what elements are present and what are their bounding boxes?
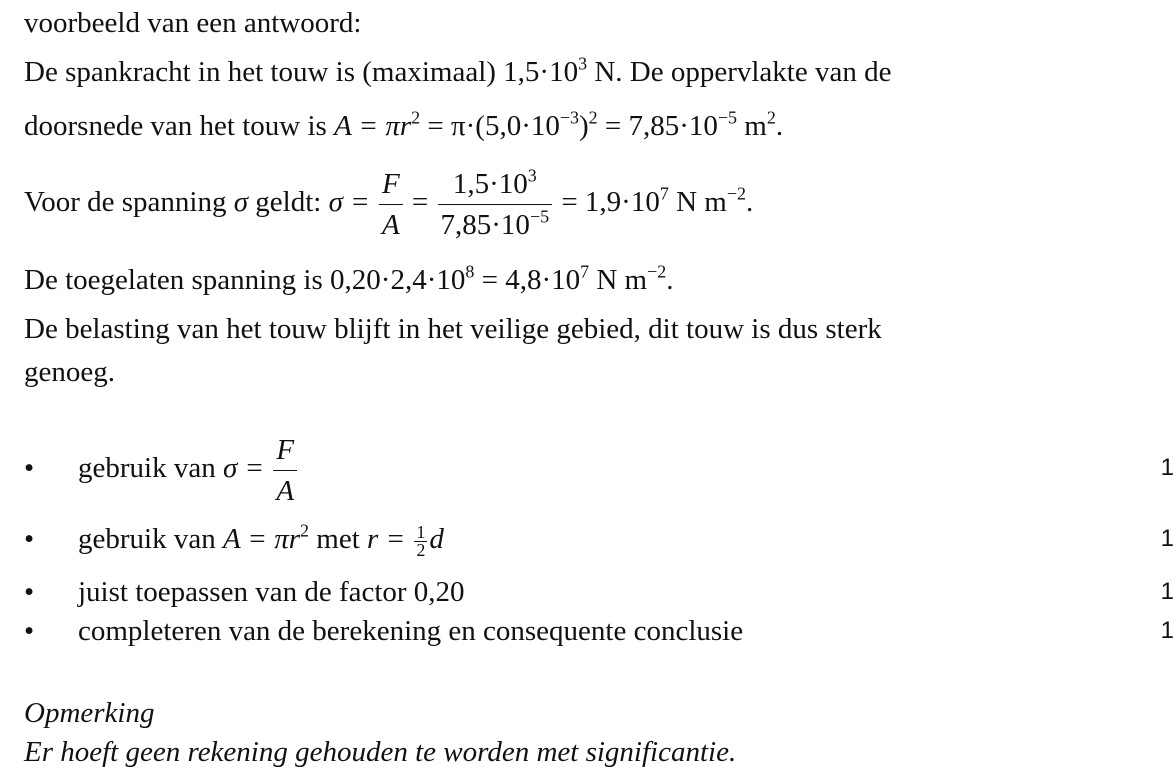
criterion-text: gebruik van $A = \pi r^2$ met r = $\frac{1}{2}$ d <box>78 520 444 560</box>
bullet-icon: • <box>24 576 35 608</box>
conclusion-line-2: genoeg. <box>24 356 115 388</box>
score-value: 1 <box>1160 617 1174 644</box>
criterion-text: completeren van de berekening en consequente conclusie <box>78 615 744 647</box>
bullet-icon: • <box>24 452 35 484</box>
tension-value: $1,5\cdot 10^3$ <box>503 53 588 88</box>
criterion-text: juist toepassen van de factor 0,20 <box>78 576 465 608</box>
allowed-formula: $0,20\cdot 2,4\cdot 10^8 = 4,8\cdot 10^7$ N $m^{-2}$. <box>330 261 674 296</box>
tension-line <box>24 55 891 89</box>
tension-text: De spankracht in het touw is (maximaal) <box>24 56 504 88</box>
conclusion-line-1: De belasting van het touw blijft in het veilige gebied, dit touw is dus sterk <box>24 313 882 345</box>
sigma-symbol: σ <box>233 186 249 218</box>
score-value: 1 <box>1160 454 1174 481</box>
half-fraction: $\frac{1}{2}$ <box>416 521 426 560</box>
score-value: 1 <box>1160 578 1174 605</box>
intro-line <box>24 6 361 40</box>
area-formula: $A = \pi r^2 = \pi\cdot(5,0\cdot 10^{-3})^2 = 7,85\cdot 10^{-5}$ $m^2$. <box>334 107 784 142</box>
area-line <box>24 109 783 143</box>
bullet-icon: • <box>24 615 35 647</box>
bullet-icon: • <box>24 523 35 555</box>
stress-line <box>24 162 753 245</box>
stress-text-b: geldt: <box>248 186 329 218</box>
fraction-values: $\frac{1,5\cdot 10^3}{7,85\cdot 10^{-5}}$ <box>438 164 553 245</box>
remark-text: Er hoeft geen rekening gehouden te worden met significantie. <box>24 736 737 768</box>
allowed-text: De toegelaten spanning is <box>24 264 331 296</box>
score-value: 1 <box>1160 525 1174 552</box>
allowed-stress-line <box>24 263 673 297</box>
stress-text: Voor de spanning <box>24 186 234 218</box>
area-text: doorsnede van het touw is <box>24 110 335 142</box>
remark-title: Opmerking <box>24 697 155 729</box>
criterion-text: gebruik van σ = $\frac{F}{A}$ <box>78 428 299 511</box>
stress-formula: σ = $\frac{F}{A}$ = $\frac{1,5\cdot 10^3}{7,85\cdot 10^{-5}}$ = $1,9\cdot 10^7$ N $m^{-2}$. <box>329 186 754 218</box>
fraction-f-over-a: $\frac{F}{A}$ <box>379 164 403 245</box>
intro-text: voorbeeld van een antwoord: <box>24 7 362 39</box>
area-intro-text: N. De oppervlakte van de <box>587 56 892 88</box>
